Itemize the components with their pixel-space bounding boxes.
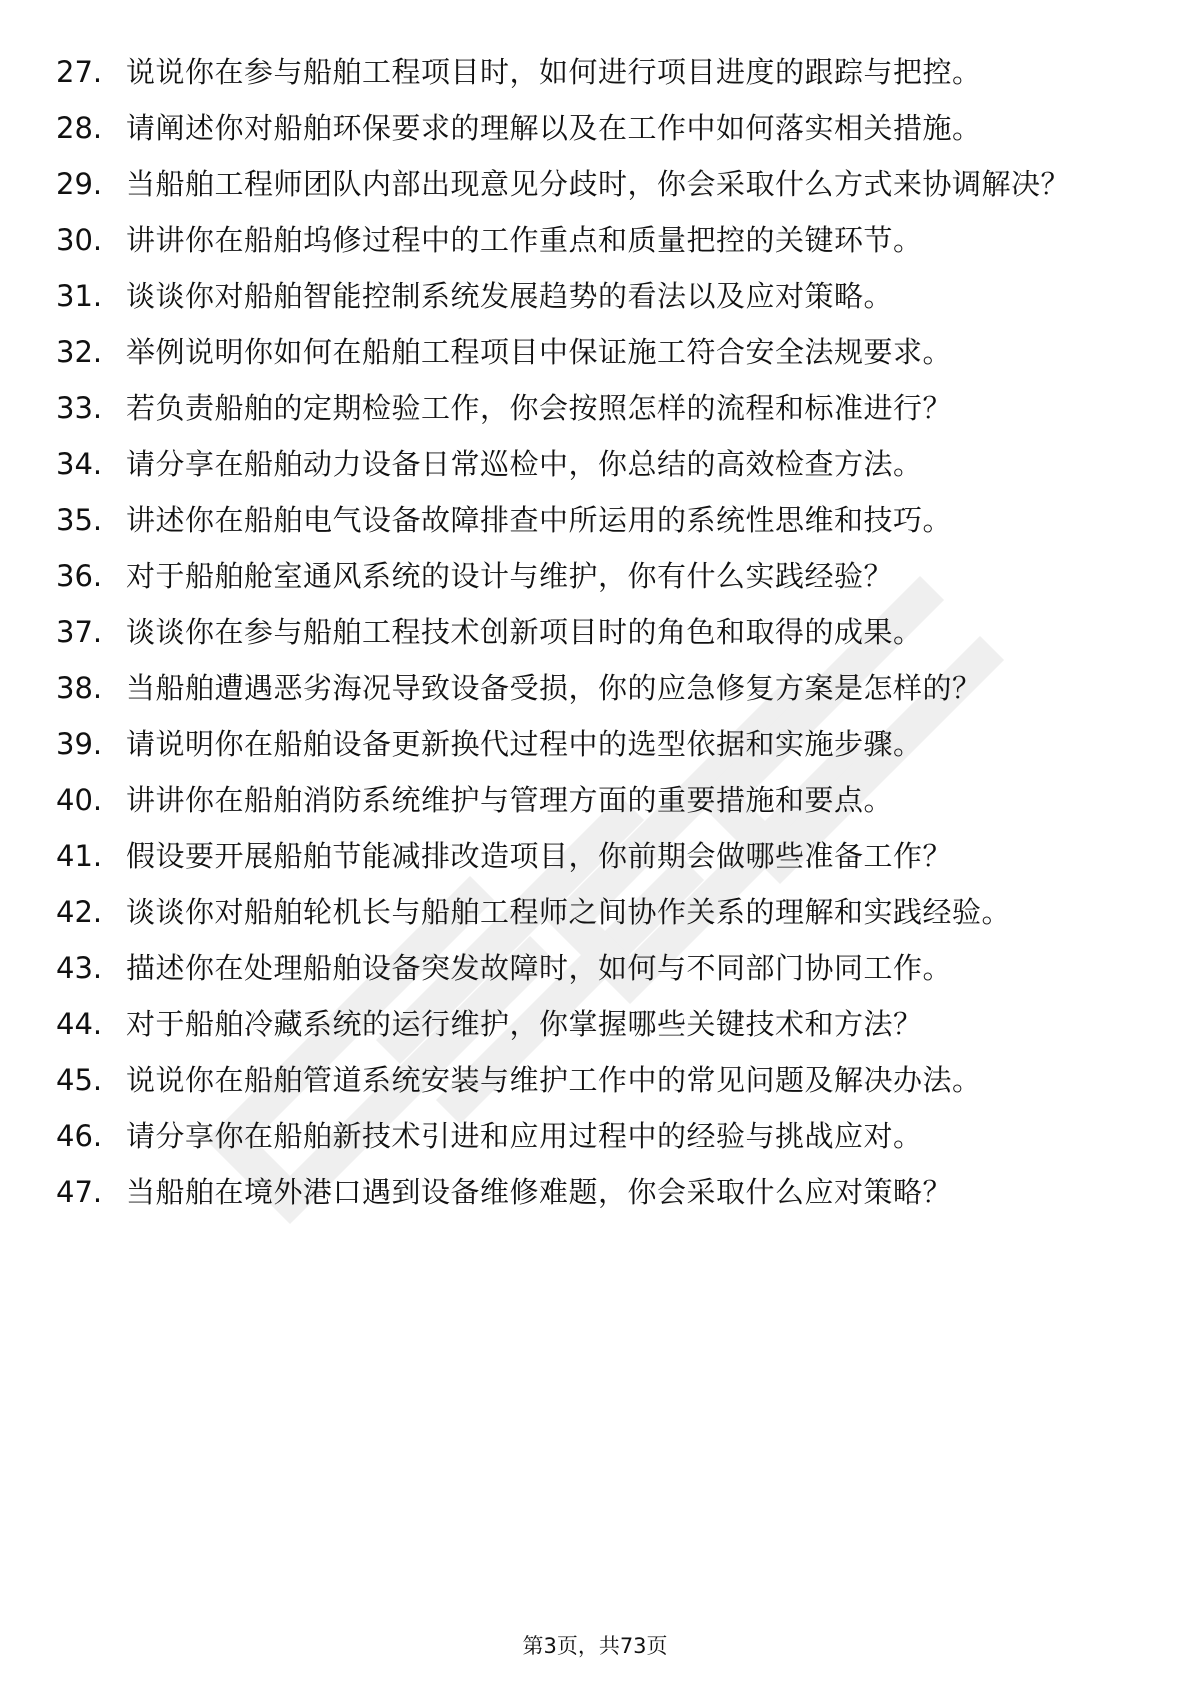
question-number: 41.: [56, 839, 103, 873]
question-text: 当船舶工程师团队内部出现意见分歧时，你会采取什么方式来协调解决？: [126, 167, 1071, 201]
question-text: 对于船舶冷藏系统的运行维护，你掌握哪些关键技术和方法？: [126, 1007, 923, 1041]
question-number: 38.: [56, 671, 103, 705]
question-item: [56, 1060, 1136, 1100]
question-item: [56, 1004, 1136, 1044]
question-item: [56, 780, 1136, 820]
question-item: [56, 1172, 1136, 1212]
question-number: 34.: [56, 447, 103, 481]
question-text: 请阐述你对船舶环保要求的理解以及在工作中如何落实相关措施。: [126, 111, 982, 145]
question-number: 40.: [56, 783, 103, 817]
question-number: 33.: [56, 391, 103, 425]
question-item: [56, 108, 1136, 148]
question-text: 当船舶遭遇恶劣海况导致设备受损，你的应急修复方案是怎样的？: [126, 671, 982, 705]
question-item: [56, 276, 1136, 316]
question-item: [56, 500, 1136, 540]
question-text: 讲讲你在船舶坞修过程中的工作重点和质量把控的关键环节。: [126, 223, 923, 257]
question-text: 谈谈你对船舶轮机长与船舶工程师之间协作关系的理解和实践经验。: [126, 895, 1012, 929]
question-number: 35.: [56, 503, 103, 537]
page-number-footer: 第3页，共73页: [522, 1634, 668, 1658]
question-item: [56, 444, 1136, 484]
question-text: 说说你在参与船舶工程项目时，如何进行项目进度的跟踪与把控。: [126, 55, 982, 89]
question-number: 43.: [56, 951, 103, 985]
question-item: [56, 332, 1136, 372]
question-number: 29.: [56, 167, 103, 201]
question-item: [56, 52, 1136, 92]
question-text: 谈谈你对船舶智能控制系统发展趋势的看法以及应对策略。: [126, 279, 894, 313]
question-text: 讲述你在船舶电气设备故障排查中所运用的系统性思维和技巧。: [126, 503, 953, 537]
question-number: 28.: [56, 111, 103, 145]
question-list: [56, 52, 1136, 1228]
question-text: 讲讲你在船舶消防系统维护与管理方面的重要措施和要点。: [126, 783, 894, 817]
question-number: 42.: [56, 895, 103, 929]
question-number: 47.: [56, 1175, 103, 1209]
question-text: 说说你在船舶管道系统安装与维护工作中的常见问题及解决办法。: [126, 1063, 982, 1097]
question-text: 假设要开展船舶节能减排改造项目，你前期会做哪些准备工作？: [126, 839, 953, 873]
question-item: [56, 948, 1136, 988]
question-number: 44.: [56, 1007, 103, 1041]
question-number: 36.: [56, 559, 103, 593]
question-text: 若负责船舶的定期检验工作，你会按照怎样的流程和标准进行？: [126, 391, 953, 425]
question-item: [56, 556, 1136, 596]
question-item: [56, 724, 1136, 764]
question-item: [56, 220, 1136, 260]
question-number: 31.: [56, 279, 103, 313]
question-number: 46.: [56, 1119, 103, 1153]
question-text: 请说明你在船舶设备更新换代过程中的选型依据和实施步骤。: [126, 727, 923, 761]
question-number: 45.: [56, 1063, 103, 1097]
question-number: 27.: [56, 55, 103, 89]
question-item: [56, 892, 1136, 932]
question-text: 举例说明你如何在船舶工程项目中保证施工符合安全法规要求。: [126, 335, 953, 369]
question-text: 对于船舶舱室通风系统的设计与维护，你有什么实践经验？: [126, 559, 894, 593]
question-item: [56, 668, 1136, 708]
question-text: 当船舶在境外港口遇到设备维修难题，你会采取什么应对策略？: [126, 1175, 953, 1209]
question-number: 30.: [56, 223, 103, 257]
question-number: 39.: [56, 727, 103, 761]
question-item: [56, 612, 1136, 652]
question-item: [56, 836, 1136, 876]
question-item: [56, 164, 1136, 204]
question-text: 谈谈你在参与船舶工程技术创新项目时的角色和取得的成果。: [126, 615, 923, 649]
question-number: 32.: [56, 335, 103, 369]
question-text: 请分享你在船舶新技术引进和应用过程中的经验与挑战应对。: [126, 1119, 923, 1153]
question-text: 请分享在船舶动力设备日常巡检中，你总结的高效检查方法。: [126, 447, 923, 481]
question-text: 描述你在处理船舶设备突发故障时，如何与不同部门协同工作。: [126, 951, 953, 985]
question-number: 37.: [56, 615, 103, 649]
question-item: [56, 388, 1136, 428]
question-item: [56, 1116, 1136, 1156]
